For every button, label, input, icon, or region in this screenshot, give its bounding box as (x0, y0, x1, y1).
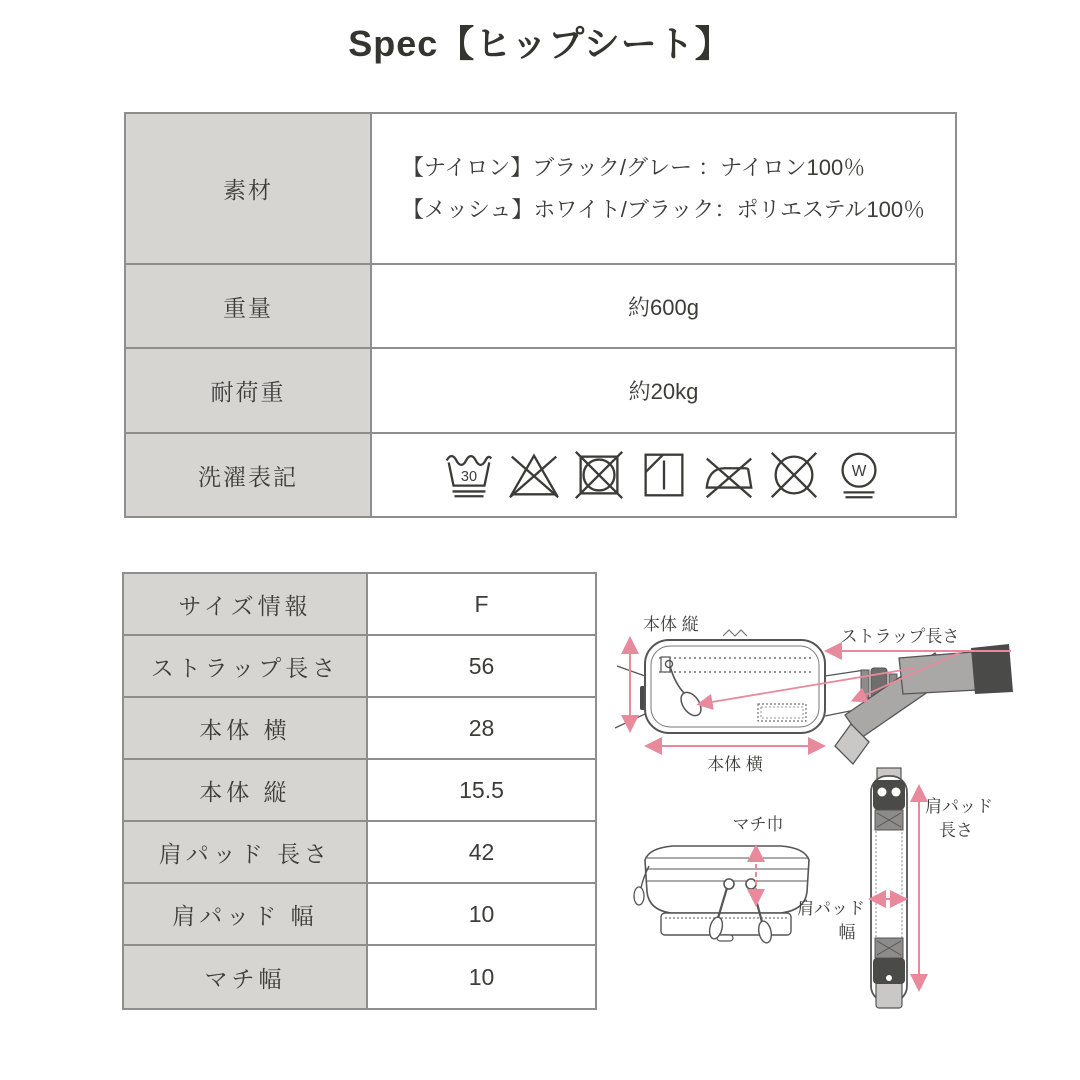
size-value-size-info: F (368, 574, 595, 636)
gusset-width-label: マチ巾 (732, 815, 784, 834)
page-title: Spec【ヒップシート】 (348, 23, 732, 64)
no-dry-clean-icon (765, 446, 823, 504)
measurement-diagram (613, 596, 1017, 1032)
no-tumble-dry-icon (570, 446, 628, 504)
material-line-2: 【メッシュ】ホワイト/ブラック：ポリエステル100％ (401, 196, 926, 222)
wash-30-icon (440, 446, 498, 504)
body-height-label: 本体 縦 (643, 615, 699, 634)
size-label-strap-length: ストラップ長さ (124, 636, 368, 698)
size-label-body-height: 本体 縦 (124, 760, 368, 822)
line-dry-shade-icon (635, 446, 693, 504)
shoulder-strap-view (797, 768, 993, 1008)
size-label-pad-width: 肩パッド 幅 (124, 884, 368, 946)
no-iron-icon (700, 446, 758, 504)
body-width-label: 本体 横 (707, 755, 763, 774)
material-line-1: 【ナイロン】ブラック/グレー ：ナイロン100％ (401, 154, 866, 180)
size-value-strap-length: 56 (368, 636, 595, 698)
material-lines (402, 147, 925, 231)
size-value-pad-length: 42 (368, 822, 595, 884)
size-table (122, 572, 597, 1010)
size-value-pad-width: 10 (368, 884, 595, 946)
spec-value-material (372, 114, 955, 265)
size-label-pad-length: 肩パッド 長さ (124, 822, 368, 884)
size-label-size-info: サイズ情報 (124, 574, 368, 636)
spec-label-load: 耐荷重 (126, 349, 372, 434)
strap-length-label: ストラップ長さ (840, 627, 960, 646)
size-label-body-width: 本体 横 (124, 698, 368, 760)
wet-clean-gentle-icon (830, 446, 888, 504)
pad-width-label-line2: 幅 (838, 923, 856, 942)
size-value-gusset-width: 10 (468, 963, 495, 990)
pad-width-label-line1: 肩パッド (797, 899, 865, 918)
spec-table (124, 112, 957, 518)
pad-length-label-line2: 長さ (939, 821, 973, 840)
spec-label-weight: 重量 (126, 265, 372, 349)
size-value-body-height: 15.5 (368, 760, 595, 822)
pad-length-label-line1: 肩パッド (925, 797, 993, 816)
size-label-gusset-width: マチ幅 (124, 946, 368, 1008)
spec-value-weight: 約600g (372, 265, 955, 349)
bag-top-view (634, 815, 809, 944)
size-value-body-width: 28 (368, 698, 595, 760)
spec-value-load: 約20kg (372, 349, 955, 434)
bag-front-view (615, 615, 1013, 774)
spec-label-material: 素材 (126, 114, 372, 265)
wet-clean-letter: W (851, 462, 866, 480)
care-symbols (372, 434, 955, 516)
spec-label-care: 洗濯表記 (126, 434, 372, 516)
wash-temp-label: 30 (460, 468, 477, 485)
no-bleach-icon (505, 446, 563, 504)
